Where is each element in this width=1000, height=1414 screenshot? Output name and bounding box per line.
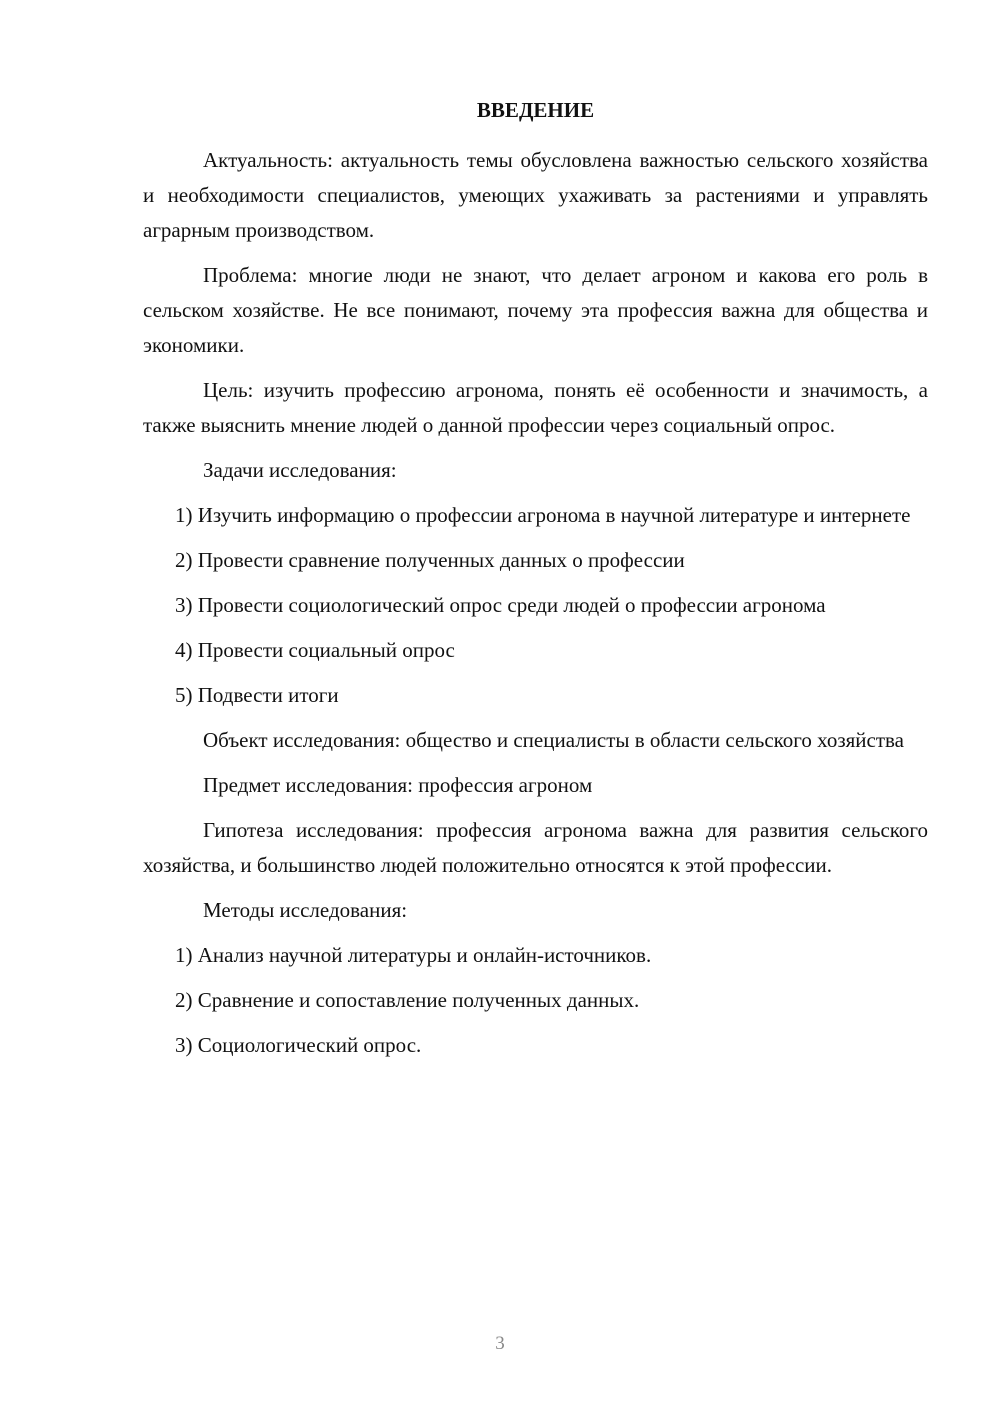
relevance-paragraph: Актуальность: актуальность темы обусловлена важностью сельского хозяйства и необходимости специалистов, умеющих ухаживать за растениями и управлять аграрным производством. <box>143 148 928 242</box>
task-item: 4) Провести социальный опрос <box>175 638 455 662</box>
problem-paragraph: Проблема: многие люди не знают, что делает агроном и какова его роль в сельском хозяйстве. Не все понимают, почему эта профессия важна для общества и экономики. <box>143 263 928 357</box>
method-item: 2) Сравнение и сопоставление полученных данных. <box>175 988 640 1012</box>
page-title: ВВЕДЕНИЕ <box>476 98 595 122</box>
methods-heading: Методы исследования: <box>203 898 408 922</box>
hypothesis-paragraph: Гипотеза исследования: профессия агронома важна для развития сельского хозяйства, и большинство людей положительно относятся к этой профессии. <box>143 818 928 877</box>
task-item: 3) Провести социологический опрос среди людей о профессии агронома <box>175 593 826 617</box>
method-item: 3) Социологический опрос. <box>175 1033 422 1057</box>
object-paragraph: Объект исследования: общество и специалисты в области сельского хозяйства <box>203 728 904 752</box>
subject-paragraph: Предмет исследования: профессия агроном <box>203 773 593 797</box>
page-number: 3 <box>495 1333 505 1354</box>
goal-paragraph: Цель: изучить профессию агронома, понять её особенности и значимость, а также выяснить мнение людей о данной профессии через социальный опрос. <box>143 378 928 437</box>
task-item: 1) Изучить информацию о профессии агронома в научной литературе и интернете <box>175 503 911 527</box>
task-item: 2) Провести сравнение полученных данных о профессии <box>175 548 685 572</box>
method-item: 1) Анализ научной литературы и онлайн-источников. <box>175 943 652 967</box>
task-item: 5) Подвести итоги <box>175 683 339 707</box>
document-body <box>143 143 928 1073</box>
tasks-heading: Задачи исследования: <box>203 458 397 482</box>
